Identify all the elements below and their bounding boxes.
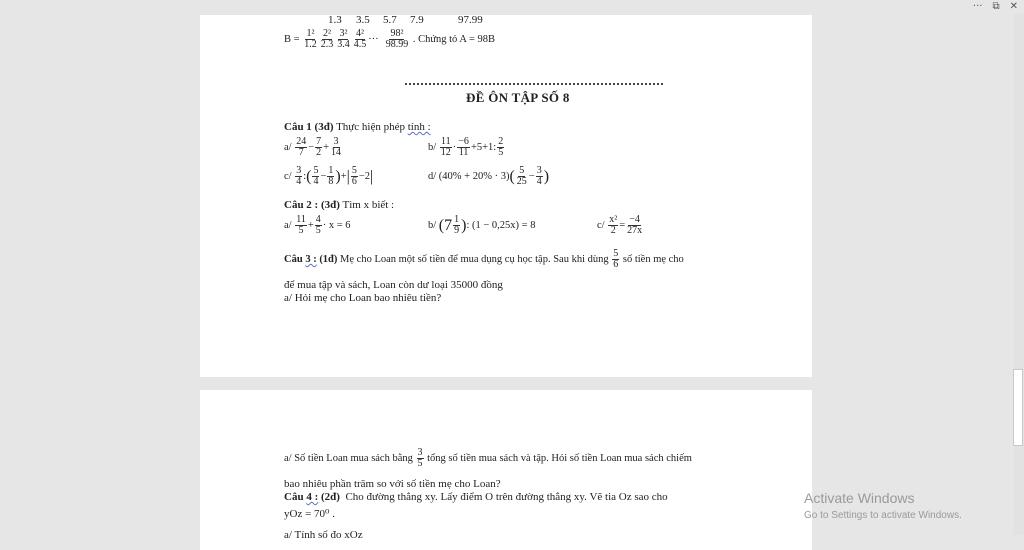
- question-b-line-2: bao nhiêu phần trăm so với số tiền mẹ cho Loan?: [284, 478, 501, 490]
- cau1-heading: Câu 1 (3đ) Thực hiện phép tính :: [284, 121, 431, 133]
- fraction: $\frac{\text{4²}}{4.5}$: [353, 28, 367, 50]
- activate-windows-title: Activate Windows: [804, 490, 915, 506]
- cau3-line-1: Câu 3 : (1đ) Mẹ cho Loan một số tiền để mua dụng cụ học tập. Sau khi dùng $\frac{5}{6}$ số tiền mẹ cho: [284, 248, 684, 270]
- ellipsis: ···: [368, 34, 379, 45]
- question-b-line-1: a/ Số tiền Loan mua sách bằng $\frac{3}{5}$ tổng số tiền mua sách và tập. Hỏi số tiền Loan mua sách chiếm: [284, 447, 692, 469]
- scrollbar-thumb[interactable]: [1013, 369, 1023, 446]
- cau3-line-2: để mua tập và sách, Loan còn dư loại 35000 đồng: [284, 279, 503, 291]
- cau2-part-b: b/ (7 $\frac{1}{9}$ ) : (1 − 0,25x) = 8: [428, 214, 536, 236]
- b-top-number: 3.5: [356, 14, 370, 26]
- cau3-question-a[interactable]: a/ Hỏi mẹ cho Loan bao nhiêu tiền?: [284, 292, 442, 304]
- cau2-part-c: c/ $\frac{\text{x²}}{2}$ = $\frac{-4}{27x}$: [597, 214, 643, 236]
- fraction: $\frac{\text{3²}}{3.4}$: [337, 28, 350, 50]
- document-page-2[interactable]: [200, 390, 812, 550]
- dotted-divider: [405, 83, 663, 85]
- cau1-part-a: a/ $\frac{24}{7}$ − $\frac{7}{2}$ + $\frac{3}{14}$: [284, 136, 342, 158]
- cau2-part-a: a/ $\frac{11}{5}$ + $\frac{4}{5}$ · x = 6: [284, 214, 351, 236]
- cau1-part-d: d/ (40% + 20% · 3) ( $\frac{5}{25}$ − $\frac{3}{4}$ ): [428, 165, 550, 187]
- b-top-number: 7.9: [410, 14, 424, 26]
- cau1-part-b: b/ $\frac{11}{12}$ · $\frac{-6}{11}$ +5+1: $\frac{2}{5}$: [428, 136, 504, 158]
- b-top-number: 97.99: [458, 14, 483, 26]
- activate-windows-subtitle: Go to Settings to activate Windows.: [804, 510, 962, 521]
- restore-icon[interactable]: ⧉: [992, 1, 1000, 12]
- cau4-line-2: yOz = 70⁰ .: [284, 508, 335, 520]
- cau4-line-3: a/ Tính số đo xOz: [284, 529, 363, 541]
- cau2-heading: Câu 2 : (3đ) Tìm x biết :: [284, 199, 395, 211]
- cau1-part-c: c/ $\frac{3}{4}$ : ( $\frac{5}{4}$ − $\frac{1}{8}$ ) + | $\frac{5}{6}$ −2 |: [284, 165, 374, 187]
- cau4-line-1: Câu 4 : (2đ) Cho đường thẳng xy. Lấy điểm O trên đường thẳng xy. Vẽ tia Oz sao cho: [284, 491, 668, 503]
- more-options-icon[interactable]: ···: [972, 1, 983, 12]
- fraction: $\frac{\text{2²}}{2.3}$: [320, 28, 334, 50]
- close-icon[interactable]: ✕: [1009, 1, 1018, 12]
- page-title: ĐỀ ÔN TẬP SỐ 8: [466, 90, 570, 105]
- b-label: B =: [284, 34, 300, 45]
- b-top-number: 5.7: [383, 14, 397, 26]
- b-expression: [284, 29, 495, 50]
- b-tail-text: . Chứng tỏ A = 98B: [412, 34, 496, 45]
- fraction: $\frac{\text{98²}}{98.99}$: [385, 28, 409, 50]
- vertical-scrollbar[interactable]: [1014, 14, 1024, 535]
- fraction: $\frac{\text{1²}}{1.2}$: [304, 28, 317, 50]
- document-page-1[interactable]: [200, 15, 812, 377]
- b-top-number: 1.3: [328, 14, 342, 26]
